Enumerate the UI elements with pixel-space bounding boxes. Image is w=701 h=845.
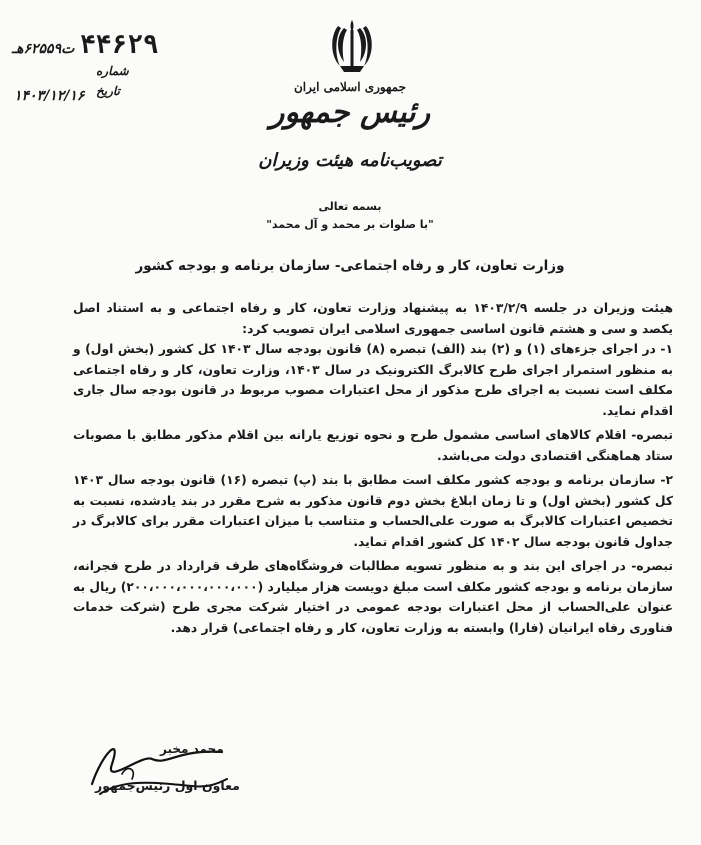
document-body [73, 298, 673, 638]
emblem-icon [330, 18, 374, 74]
document-heading: وزارت تعاون، کار و رفاه اجتماعی- سازمان برنامه و بودجه کشور [135, 258, 565, 274]
paragraph-intro: هیئت وزیران در جلسه ۱۴۰۳/۲/۹ به پیشنهاد وزارت تعاون، کار و رفاه اجتماعی و به استناد اصل یکصد و سی و هشتم قانون اساسی جمهوری اسلامی ایران تصویب کرد: [73, 301, 673, 336]
document-date: ۱۴۰۳/۱۲/۱۶ [14, 88, 85, 104]
bismillah-line: بسمه تعالی [318, 200, 382, 213]
meta-labels [96, 64, 129, 98]
signer-name: محمد مخبر [160, 742, 224, 756]
cabinet-decree-title: تصویب‌نامه هیئت وزیران [258, 150, 442, 171]
paragraph-article-1: ۱- در اجرای جزءهای (۱) و (۲) بند (الف) تبصره (۸) قانون بودجه سال ۱۴۰۳ کل کشور (بخش اول) و به منظور استمرار اجرای طرح کالابرگ الکترونیک در سال ۱۴۰۳، وزارت تعاون، کار و رفاه اجتماعی مکلف است نسبت به اجرای طرح مذکور از محل اعتبارات مصوب مربوط در قانون بودجه سال جاری اقدام نماید. [73, 342, 673, 418]
paragraph-note-1: تبصره- اقلام کالاهای اساسی مشمول طرح و نحوه توزیع یارانه بین اقلام مذکور مطابق با مصوبات ستاد هماهنگی اقتصادی دولت می‌باشد. [73, 428, 673, 463]
paragraph-note-2: تبصره- در اجرای این بند و به منظور تسویه مطالبات فروشگاه‌های طرف قرارداد در طرح فجرانه، سازمان برنامه و بودجه کشور مکلف است مبلغ دویست هزار میلیارد (۲۰۰،۰۰۰،۰۰۰،۰۰۰،۰۰۰) ریال به عنوان علی‌الحساب از محل اعتبارات بودجه عمومی در اختیار شرکت مجری طرح (شرکت خدمات فناوری رفاه ایرانیان (فارا) وابسته به وزارت تعاون، کار و رفاه اجتماعی) قرار دهد. [73, 559, 673, 635]
reference-line [12, 30, 159, 60]
label-date: تاریخ [96, 84, 120, 98]
reference-code: ت۶۲۵۵۹هـ [12, 41, 75, 57]
paragraph-article-2: ۲- سازمان برنامه و بودجه کشور مکلف است مطابق با بند (پ) تبصره (۱۶) قانون بودجه سال ۱۴۰۳ کل کشور (بخش اول) و تا زمان ابلاغ بخش دوم قانون مذکور به شرح مقرر در بند یادشده، نسبت به تخصیص اعتبارات کالابرگ به صورت علی‌الحساب و متناسب با میزان اعتبارات مقرر برای کالابرگ در جداول قانون بودجه سال ۱۴۰۲ کل کشور اقدام نماید. [73, 473, 673, 549]
president-title: رئیس جمهور [269, 95, 431, 130]
label-number: شماره [96, 64, 129, 78]
salawat-line: "با صلوات بر محمد و آل محمد" [266, 218, 434, 231]
document-number: ۴۴۶۲۹ [80, 30, 159, 60]
signer-title: معاون اول رئیس‌جمهور [95, 778, 240, 793]
republic-title: جمهوری اسلامی ایران [293, 80, 407, 94]
